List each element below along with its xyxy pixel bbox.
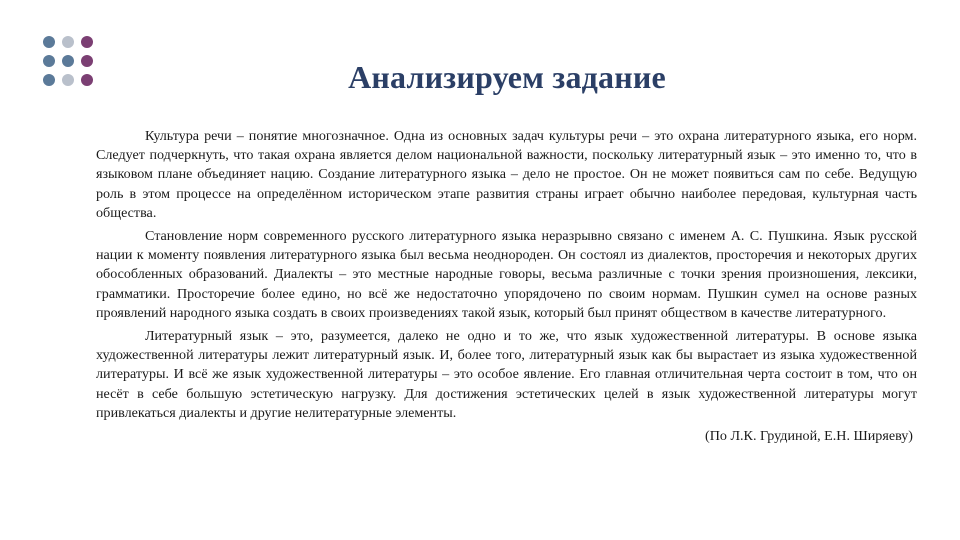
decorative-dot <box>81 36 93 48</box>
decorative-dot <box>43 36 55 48</box>
slide-title: Анализируем задание <box>348 59 666 96</box>
paragraph-3: Литературный язык – это, разумеется, далеко не одно и то же, что язык художественной литературы. В основе языка художественной литературы лежит литературный язык. И, более того, литературный язык как бы вырастает из языка художественной литературы. И всё же язык художественной литературы – это особое явление. Его главная отличительная черта состоит в том, что он несёт в себе большую эстетическую нагрузку. Для достижения эстетических целей в язык художественной литературы могут привлекаться диалекты и другие нелитературные элементы. <box>96 328 917 421</box>
decorative-dot <box>62 36 74 48</box>
paragraph-2: Становление норм современного русского литературного языка неразрывно связано с именем А. С. Пушкина. Язык русской нации к моменту появления литературного языка был весьма неоднороден. Он состоял из диалектов, просторечия и некоторых других обособленных образований. Диалекты – это местные народные говоры, весьма различные с точки зрения произношения, лексики, грамматики. Просторечие более едино, но всё же недостаточно упорядочено по своим нормам. Пушкин сумел на основе разных проявлений народного языка создать в своих произведениях такой язык, который был принят обществом в качестве литературного. <box>96 228 917 321</box>
source-citation: (По Л.К. Грудиной, Е.Н. Ширяеву) <box>705 428 913 445</box>
text-body <box>96 127 917 446</box>
paragraph-1: Культура речи – понятие многозначное. Одна из основных задач культуры речи – это охрана литературного языка, его норм. Следует подчеркнуть, что такая охрана является делом национальной важности, поскольку литературный язык – это именно то, что в языковом плане объединяет нацию. Создание литературного языка – дело не простое. Он не может появиться сам по себе. Ведущую роль в этом процессе на определённом историческом этапе развития страны играет обычно наиболее передовая, культурная часть общества. <box>96 128 917 221</box>
